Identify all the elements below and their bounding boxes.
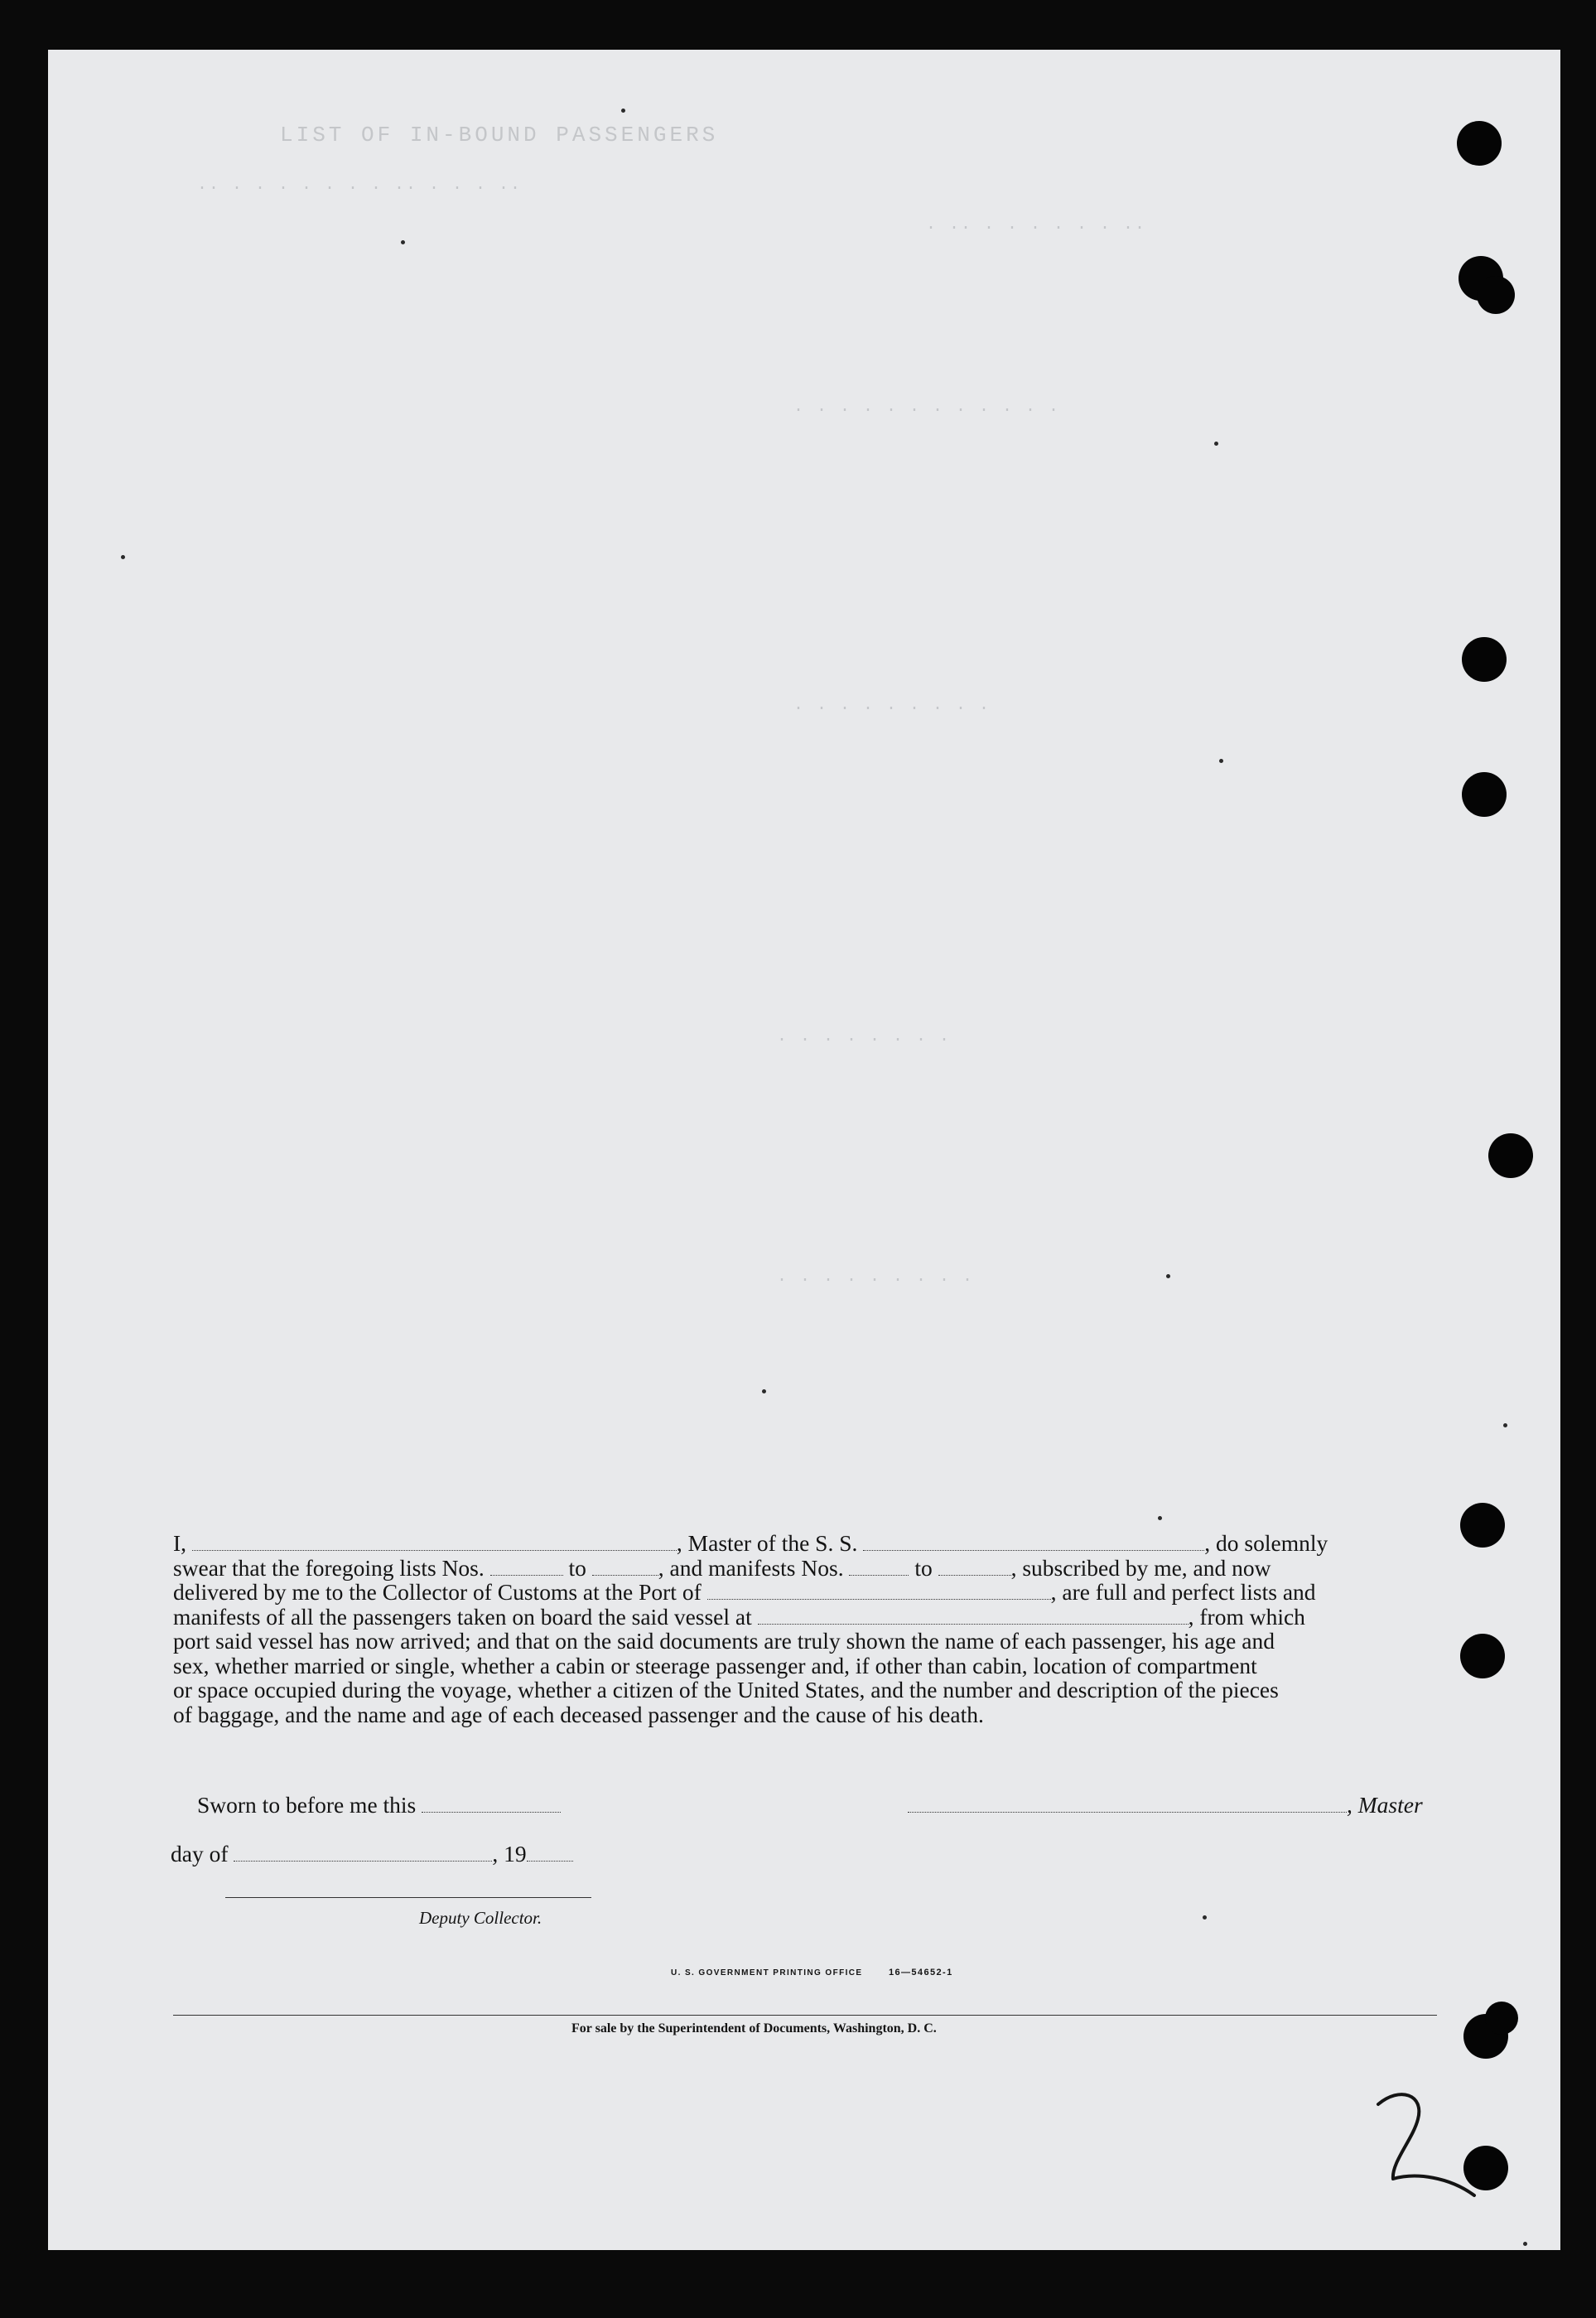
speck: [1219, 759, 1223, 763]
bleed-through-line: . . . . . . . . .: [777, 1268, 975, 1287]
speck: [1203, 1915, 1207, 1920]
speck: [121, 555, 125, 559]
speck: [1523, 2242, 1527, 2246]
list-to-blank[interactable]: [592, 1558, 658, 1576]
bleed-through-line: . .. . . . . . . ..: [926, 215, 1147, 234]
punch-hole: [1477, 276, 1515, 314]
sworn-row: Sworn to before me this: [197, 1792, 561, 1818]
speck: [621, 109, 625, 113]
oath-line-1: I, , Master of the S. S. , do solemnly: [173, 1530, 1328, 1556]
ship-name-blank[interactable]: [863, 1533, 1204, 1551]
oath-line-8: of baggage, and the name and age of each deceased passenger and the cause of his death.: [173, 1701, 984, 1727]
manifest-from-blank[interactable]: [849, 1558, 909, 1576]
sale-notice: For sale by the Superintendent of Documents, Washington, D. C.: [571, 2021, 937, 2035]
oath-line-7: or space occupied during the voyage, whether a citizen of the United States, and the number and description of the pieces: [173, 1677, 1279, 1702]
manifest-to-blank[interactable]: [938, 1558, 1011, 1576]
master-name-blank[interactable]: [192, 1533, 677, 1551]
master-signature-row: , Master: [908, 1792, 1423, 1818]
month-blank[interactable]: [234, 1844, 492, 1862]
punch-hole: [1462, 772, 1507, 817]
speck: [1166, 1274, 1170, 1278]
speck: [1503, 1423, 1507, 1427]
speck: [401, 240, 405, 244]
deputy-collector-label: Deputy Collector.: [419, 1908, 542, 1928]
oath-line-5: port said vessel has now arrived; and that on the said documents are truly shown the name of each passenger, his age and: [173, 1628, 1275, 1654]
oath-line-2: swear that the foregoing lists Nos. to , and manifests Nos. to , subscribed by me, and now: [173, 1554, 1271, 1581]
punch-hole: [1460, 1634, 1505, 1678]
year-blank[interactable]: [527, 1844, 573, 1862]
punch-hole: [1488, 1133, 1533, 1178]
bleed-through-line: .. . . . . . . . .. . . . ..: [197, 176, 523, 195]
bleed-through-line: . . . . . . . . .: [793, 696, 991, 715]
master-signature-blank[interactable]: [908, 1795, 1347, 1813]
bleed-through-header: LIST OF IN-BOUND PASSENGERS: [280, 123, 719, 147]
punch-hole: [1460, 1503, 1505, 1548]
master-oath-paragraph: [173, 1531, 1437, 1726]
oath-line-4: manifests of all the passengers taken on board the said vessel at , from which: [173, 1603, 1305, 1630]
printing-office-imprint: U. S. GOVERNMENT PRINTING OFFICE 16—54652-1: [671, 1968, 953, 1978]
punch-hole: [1485, 2002, 1518, 2035]
bleed-through-line: . . . . . . . . . . . .: [793, 398, 1061, 417]
footer-rule: [173, 2015, 1437, 2016]
form-sheet: [48, 50, 1560, 2250]
sworn-day-blank[interactable]: [422, 1795, 561, 1813]
oath-line-3: delivered by me to the Collector of Customs at the Port of , are full and perfect lists and: [173, 1579, 1316, 1605]
speck: [1214, 442, 1218, 446]
handwritten-mark: [1367, 2079, 1491, 2204]
bleed-through-line: . . . . . . . .: [777, 1027, 952, 1046]
speck: [762, 1389, 766, 1393]
punch-hole: [1462, 637, 1507, 682]
punch-hole: [1457, 121, 1502, 166]
list-from-blank[interactable]: [490, 1558, 563, 1576]
speck: [1158, 1516, 1162, 1520]
oath-line-6: sex, whether married or single, whether a cabin or steerage passenger and, if other than cabin, location of compartment: [173, 1652, 1257, 1678]
port-of-departure-blank[interactable]: [758, 1607, 1189, 1625]
day-of-row: day of , 19: [171, 1841, 573, 1867]
port-of-arrival-blank[interactable]: [707, 1582, 1051, 1600]
deputy-signature-line[interactable]: [225, 1897, 591, 1898]
